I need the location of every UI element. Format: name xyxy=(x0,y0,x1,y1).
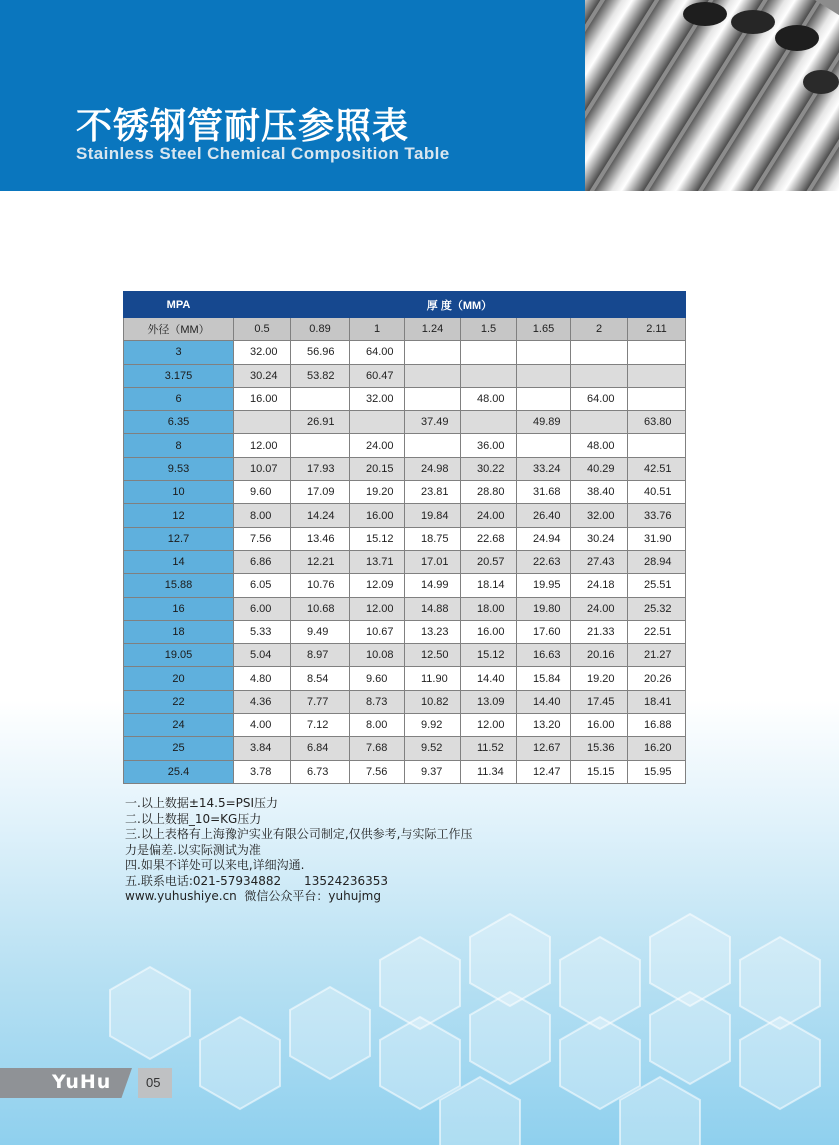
thickness-header: 厚 度（MM） xyxy=(234,292,686,318)
pressure-cell xyxy=(517,434,571,457)
pressure-cell: 7.68 xyxy=(350,737,405,760)
pressure-cell: 8.00 xyxy=(234,504,291,527)
page-subtitle: Stainless Steel Chemical Composition Table xyxy=(76,144,450,163)
outer-diameter-cell: 9.53 xyxy=(124,457,234,480)
pressure-cell: 24.18 xyxy=(571,574,628,597)
pressure-cell: 19.95 xyxy=(517,574,571,597)
pressure-cell: 7.12 xyxy=(291,714,350,737)
outer-diameter-cell: 10 xyxy=(124,481,234,504)
outer-diameter-cell: 20 xyxy=(124,667,234,690)
pressure-cell: 16.00 xyxy=(571,714,628,737)
table-row xyxy=(124,411,686,434)
pressure-cell: 7.56 xyxy=(350,760,405,783)
pressure-cell: 33.76 xyxy=(628,504,686,527)
pressure-cell: 20.16 xyxy=(571,644,628,667)
pressure-cell: 31.68 xyxy=(517,481,571,504)
pressure-cell: 49.89 xyxy=(517,411,571,434)
pressure-cell: 48.00 xyxy=(571,434,628,457)
pressure-cell: 64.00 xyxy=(571,387,628,410)
pressure-cell: 12.00 xyxy=(350,597,405,620)
pressure-cell xyxy=(461,411,517,434)
pressure-cell: 9.60 xyxy=(350,667,405,690)
pressure-cell: 19.84 xyxy=(405,504,461,527)
pressure-cell: 32.00 xyxy=(350,387,405,410)
pressure-cell: 11.34 xyxy=(461,760,517,783)
table-row xyxy=(124,527,686,550)
pressure-cell: 38.40 xyxy=(571,481,628,504)
pressure-cell xyxy=(291,387,350,410)
pressure-cell: 19.80 xyxy=(517,597,571,620)
pressure-cell: 4.36 xyxy=(234,690,291,713)
table-header-row xyxy=(124,292,686,318)
table-row xyxy=(124,364,686,387)
pressure-cell: 4.00 xyxy=(234,714,291,737)
pressure-cell xyxy=(628,364,686,387)
pressure-cell: 17.01 xyxy=(405,550,461,573)
pressure-cell: 6.86 xyxy=(234,550,291,573)
pressure-cell: 15.12 xyxy=(461,644,517,667)
pressure-cell: 10.82 xyxy=(405,690,461,713)
pressure-cell xyxy=(517,387,571,410)
table-row xyxy=(124,714,686,737)
pressure-cell: 14.40 xyxy=(517,690,571,713)
pressure-cell: 10.68 xyxy=(291,597,350,620)
pressure-cell: 8.00 xyxy=(350,714,405,737)
pressure-cell: 15.12 xyxy=(350,527,405,550)
pressure-cell xyxy=(517,341,571,364)
pressure-cell: 24.94 xyxy=(517,527,571,550)
pressure-cell: 40.29 xyxy=(571,457,628,480)
pressure-cell: 40.51 xyxy=(628,481,686,504)
thickness-cell: 2 xyxy=(571,318,628,341)
pressure-cell xyxy=(571,341,628,364)
pressure-cell: 5.04 xyxy=(234,644,291,667)
pressure-cell: 25.51 xyxy=(628,574,686,597)
steel-pipes-photo xyxy=(585,0,839,191)
pressure-cell: 13.46 xyxy=(291,527,350,550)
pressure-cell: 3.78 xyxy=(234,760,291,783)
pressure-cell xyxy=(234,411,291,434)
pressure-cell xyxy=(628,434,686,457)
outer-diameter-cell: 3.175 xyxy=(124,364,234,387)
pressure-cell: 21.33 xyxy=(571,620,628,643)
table-row xyxy=(124,387,686,410)
pressure-cell: 28.94 xyxy=(628,550,686,573)
pressure-cell: 4.80 xyxy=(234,667,291,690)
pressure-cell: 7.77 xyxy=(291,690,350,713)
pressure-cell: 17.93 xyxy=(291,457,350,480)
pressure-cell: 11.52 xyxy=(461,737,517,760)
thickness-cell: 1 xyxy=(350,318,405,341)
pressure-cell xyxy=(405,341,461,364)
table-row xyxy=(124,574,686,597)
pressure-cell xyxy=(405,364,461,387)
pressure-cell: 32.00 xyxy=(234,341,291,364)
pressure-cell: 13.20 xyxy=(517,714,571,737)
pressure-cell: 9.92 xyxy=(405,714,461,737)
pressure-cell xyxy=(461,364,517,387)
pressure-cell: 17.60 xyxy=(517,620,571,643)
pressure-cell: 7.56 xyxy=(234,527,291,550)
pressure-cell: 6.84 xyxy=(291,737,350,760)
pressure-cell xyxy=(291,434,350,457)
pressure-cell: 28.80 xyxy=(461,481,517,504)
pressure-cell: 16.00 xyxy=(350,504,405,527)
pressure-cell: 20.15 xyxy=(350,457,405,480)
outer-diameter-cell: 12 xyxy=(124,504,234,527)
pressure-cell: 33.24 xyxy=(517,457,571,480)
pressure-cell: 9.52 xyxy=(405,737,461,760)
pressure-cell: 9.37 xyxy=(405,760,461,783)
pressure-cell: 18.75 xyxy=(405,527,461,550)
od-header: 外径（MM） xyxy=(124,318,234,341)
table-row xyxy=(124,597,686,620)
pressure-cell: 10.67 xyxy=(350,620,405,643)
pressure-cell: 64.00 xyxy=(350,341,405,364)
pressure-cell: 10.07 xyxy=(234,457,291,480)
pressure-cell xyxy=(350,411,405,434)
outer-diameter-cell: 14 xyxy=(124,550,234,573)
pressure-cell: 12.21 xyxy=(291,550,350,573)
note-line: 五.联系电话:021-57934882 13524236353 xyxy=(125,873,389,888)
pressure-cell: 23.81 xyxy=(405,481,461,504)
outer-diameter-cell: 8 xyxy=(124,434,234,457)
table-row xyxy=(124,690,686,713)
pressure-cell: 22.63 xyxy=(517,550,571,573)
pressure-cell: 13.09 xyxy=(461,690,517,713)
thickness-row xyxy=(124,318,686,341)
pressure-cell: 5.33 xyxy=(234,620,291,643)
table-row xyxy=(124,737,686,760)
table-row xyxy=(124,457,686,480)
brand-logo: YuHu xyxy=(52,1071,112,1093)
table-row xyxy=(124,434,686,457)
header-banner xyxy=(0,0,839,191)
pressure-cell: 53.82 xyxy=(291,364,350,387)
pressure-cell: 30.24 xyxy=(571,527,628,550)
note-line: 三.以上表格有上海豫沪实业有限公司制定,仅供参考,与实际工作压 xyxy=(125,827,473,841)
pressure-table xyxy=(123,291,686,784)
pressure-cell: 6.05 xyxy=(234,574,291,597)
notes-block xyxy=(125,796,472,905)
pressure-cell: 14.88 xyxy=(405,597,461,620)
pressure-cell: 24.00 xyxy=(571,597,628,620)
pressure-cell: 6.00 xyxy=(234,597,291,620)
outer-diameter-cell: 15.88 xyxy=(124,574,234,597)
outer-diameter-cell: 25 xyxy=(124,737,234,760)
pressure-cell: 12.47 xyxy=(517,760,571,783)
table-row xyxy=(124,620,686,643)
note-line: 四.如果不详处可以来电,详细沟通. xyxy=(125,858,305,872)
pressure-cell: 12.00 xyxy=(234,434,291,457)
pressure-cell: 18.14 xyxy=(461,574,517,597)
table-row xyxy=(124,504,686,527)
pressure-cell: 9.49 xyxy=(291,620,350,643)
thickness-cell: 1.5 xyxy=(461,318,517,341)
note-line: 一.以上数据±14.5=PSI压力 xyxy=(125,796,279,810)
pressure-cell: 10.76 xyxy=(291,574,350,597)
outer-diameter-cell: 6.35 xyxy=(124,411,234,434)
pressure-cell: 18.41 xyxy=(628,690,686,713)
pressure-cell: 36.00 xyxy=(461,434,517,457)
outer-diameter-cell: 25.4 xyxy=(124,760,234,783)
pressure-cell: 31.90 xyxy=(628,527,686,550)
pressure-cell: 14.24 xyxy=(291,504,350,527)
outer-diameter-cell: 12.7 xyxy=(124,527,234,550)
pressure-cell: 18.00 xyxy=(461,597,517,620)
pressure-cell xyxy=(571,364,628,387)
pressure-cell xyxy=(405,387,461,410)
pressure-cell: 30.22 xyxy=(461,457,517,480)
pressure-cell: 16.88 xyxy=(628,714,686,737)
pressure-cell: 11.90 xyxy=(405,667,461,690)
pressure-cell: 8.97 xyxy=(291,644,350,667)
pressure-cell: 8.73 xyxy=(350,690,405,713)
thickness-cell: 1.65 xyxy=(517,318,571,341)
outer-diameter-cell: 24 xyxy=(124,714,234,737)
pressure-cell xyxy=(405,434,461,457)
table-row xyxy=(124,760,686,783)
pressure-cell: 13.23 xyxy=(405,620,461,643)
pressure-cell xyxy=(461,341,517,364)
pressure-cell xyxy=(628,387,686,410)
pressure-cell: 30.24 xyxy=(234,364,291,387)
thickness-cell: 2.11 xyxy=(628,318,686,341)
pressure-cell: 12.50 xyxy=(405,644,461,667)
thickness-cell: 0.89 xyxy=(291,318,350,341)
pressure-cell xyxy=(628,341,686,364)
pressure-cell: 42.51 xyxy=(628,457,686,480)
note-line: 二.以上数据_10=KG压力 xyxy=(125,811,262,826)
pressure-cell: 24.00 xyxy=(461,504,517,527)
pressure-cell: 19.20 xyxy=(350,481,405,504)
pressure-cell: 14.99 xyxy=(405,574,461,597)
pressure-cell: 16.63 xyxy=(517,644,571,667)
note-line: www.yuhushiye.cn 微信公众平台：yuhujmg xyxy=(125,889,381,903)
pressure-cell: 16.00 xyxy=(234,387,291,410)
pressure-cell: 15.36 xyxy=(571,737,628,760)
pressure-cell: 26.91 xyxy=(291,411,350,434)
thickness-cell: 1.24 xyxy=(405,318,461,341)
pressure-cell: 6.73 xyxy=(291,760,350,783)
pressure-cell: 17.09 xyxy=(291,481,350,504)
pressure-cell: 24.98 xyxy=(405,457,461,480)
pressure-cell: 12.09 xyxy=(350,574,405,597)
note-line: 力是偏差.以实际测试为准 xyxy=(125,842,261,857)
mpa-header: MPA xyxy=(124,292,234,318)
pressure-cell: 15.95 xyxy=(628,760,686,783)
pressure-cell: 63.80 xyxy=(628,411,686,434)
table-row xyxy=(124,667,686,690)
pressure-cell: 8.54 xyxy=(291,667,350,690)
table-row xyxy=(124,481,686,504)
pressure-cell: 26.40 xyxy=(517,504,571,527)
pressure-cell: 10.08 xyxy=(350,644,405,667)
table-row xyxy=(124,341,686,364)
pressure-cell: 16.20 xyxy=(628,737,686,760)
pressure-cell: 32.00 xyxy=(571,504,628,527)
pressure-cell: 21.27 xyxy=(628,644,686,667)
pressure-cell: 24.00 xyxy=(350,434,405,457)
pressure-cell: 48.00 xyxy=(461,387,517,410)
pressure-cell: 13.71 xyxy=(350,550,405,573)
pressure-cell: 15.84 xyxy=(517,667,571,690)
table-row xyxy=(124,644,686,667)
pressure-cell: 14.40 xyxy=(461,667,517,690)
outer-diameter-cell: 18 xyxy=(124,620,234,643)
page-title: 不锈钢管耐压参照表 xyxy=(76,106,410,147)
pressure-cell: 25.32 xyxy=(628,597,686,620)
pressure-cell: 17.45 xyxy=(571,690,628,713)
table-row xyxy=(124,550,686,573)
pressure-cell: 9.60 xyxy=(234,481,291,504)
pressure-cell: 27.43 xyxy=(571,550,628,573)
pressure-cell: 15.15 xyxy=(571,760,628,783)
pressure-cell xyxy=(517,364,571,387)
pressure-cell: 60.47 xyxy=(350,364,405,387)
outer-diameter-cell: 3 xyxy=(124,341,234,364)
outer-diameter-cell: 22 xyxy=(124,690,234,713)
thickness-cell: 0.5 xyxy=(234,318,291,341)
pressure-cell: 37.49 xyxy=(405,411,461,434)
outer-diameter-cell: 6 xyxy=(124,387,234,410)
outer-diameter-cell: 19.05 xyxy=(124,644,234,667)
pressure-cell xyxy=(571,411,628,434)
pressure-cell: 16.00 xyxy=(461,620,517,643)
pressure-cell: 56.96 xyxy=(291,341,350,364)
pressure-cell: 19.20 xyxy=(571,667,628,690)
pressure-cell: 12.67 xyxy=(517,737,571,760)
pressure-cell: 3.84 xyxy=(234,737,291,760)
pressure-cell: 22.51 xyxy=(628,620,686,643)
pressure-cell: 20.26 xyxy=(628,667,686,690)
page-number: 05 xyxy=(146,1075,161,1090)
outer-diameter-cell: 16 xyxy=(124,597,234,620)
pressure-cell: 12.00 xyxy=(461,714,517,737)
pressure-cell: 20.57 xyxy=(461,550,517,573)
pressure-cell: 22.68 xyxy=(461,527,517,550)
